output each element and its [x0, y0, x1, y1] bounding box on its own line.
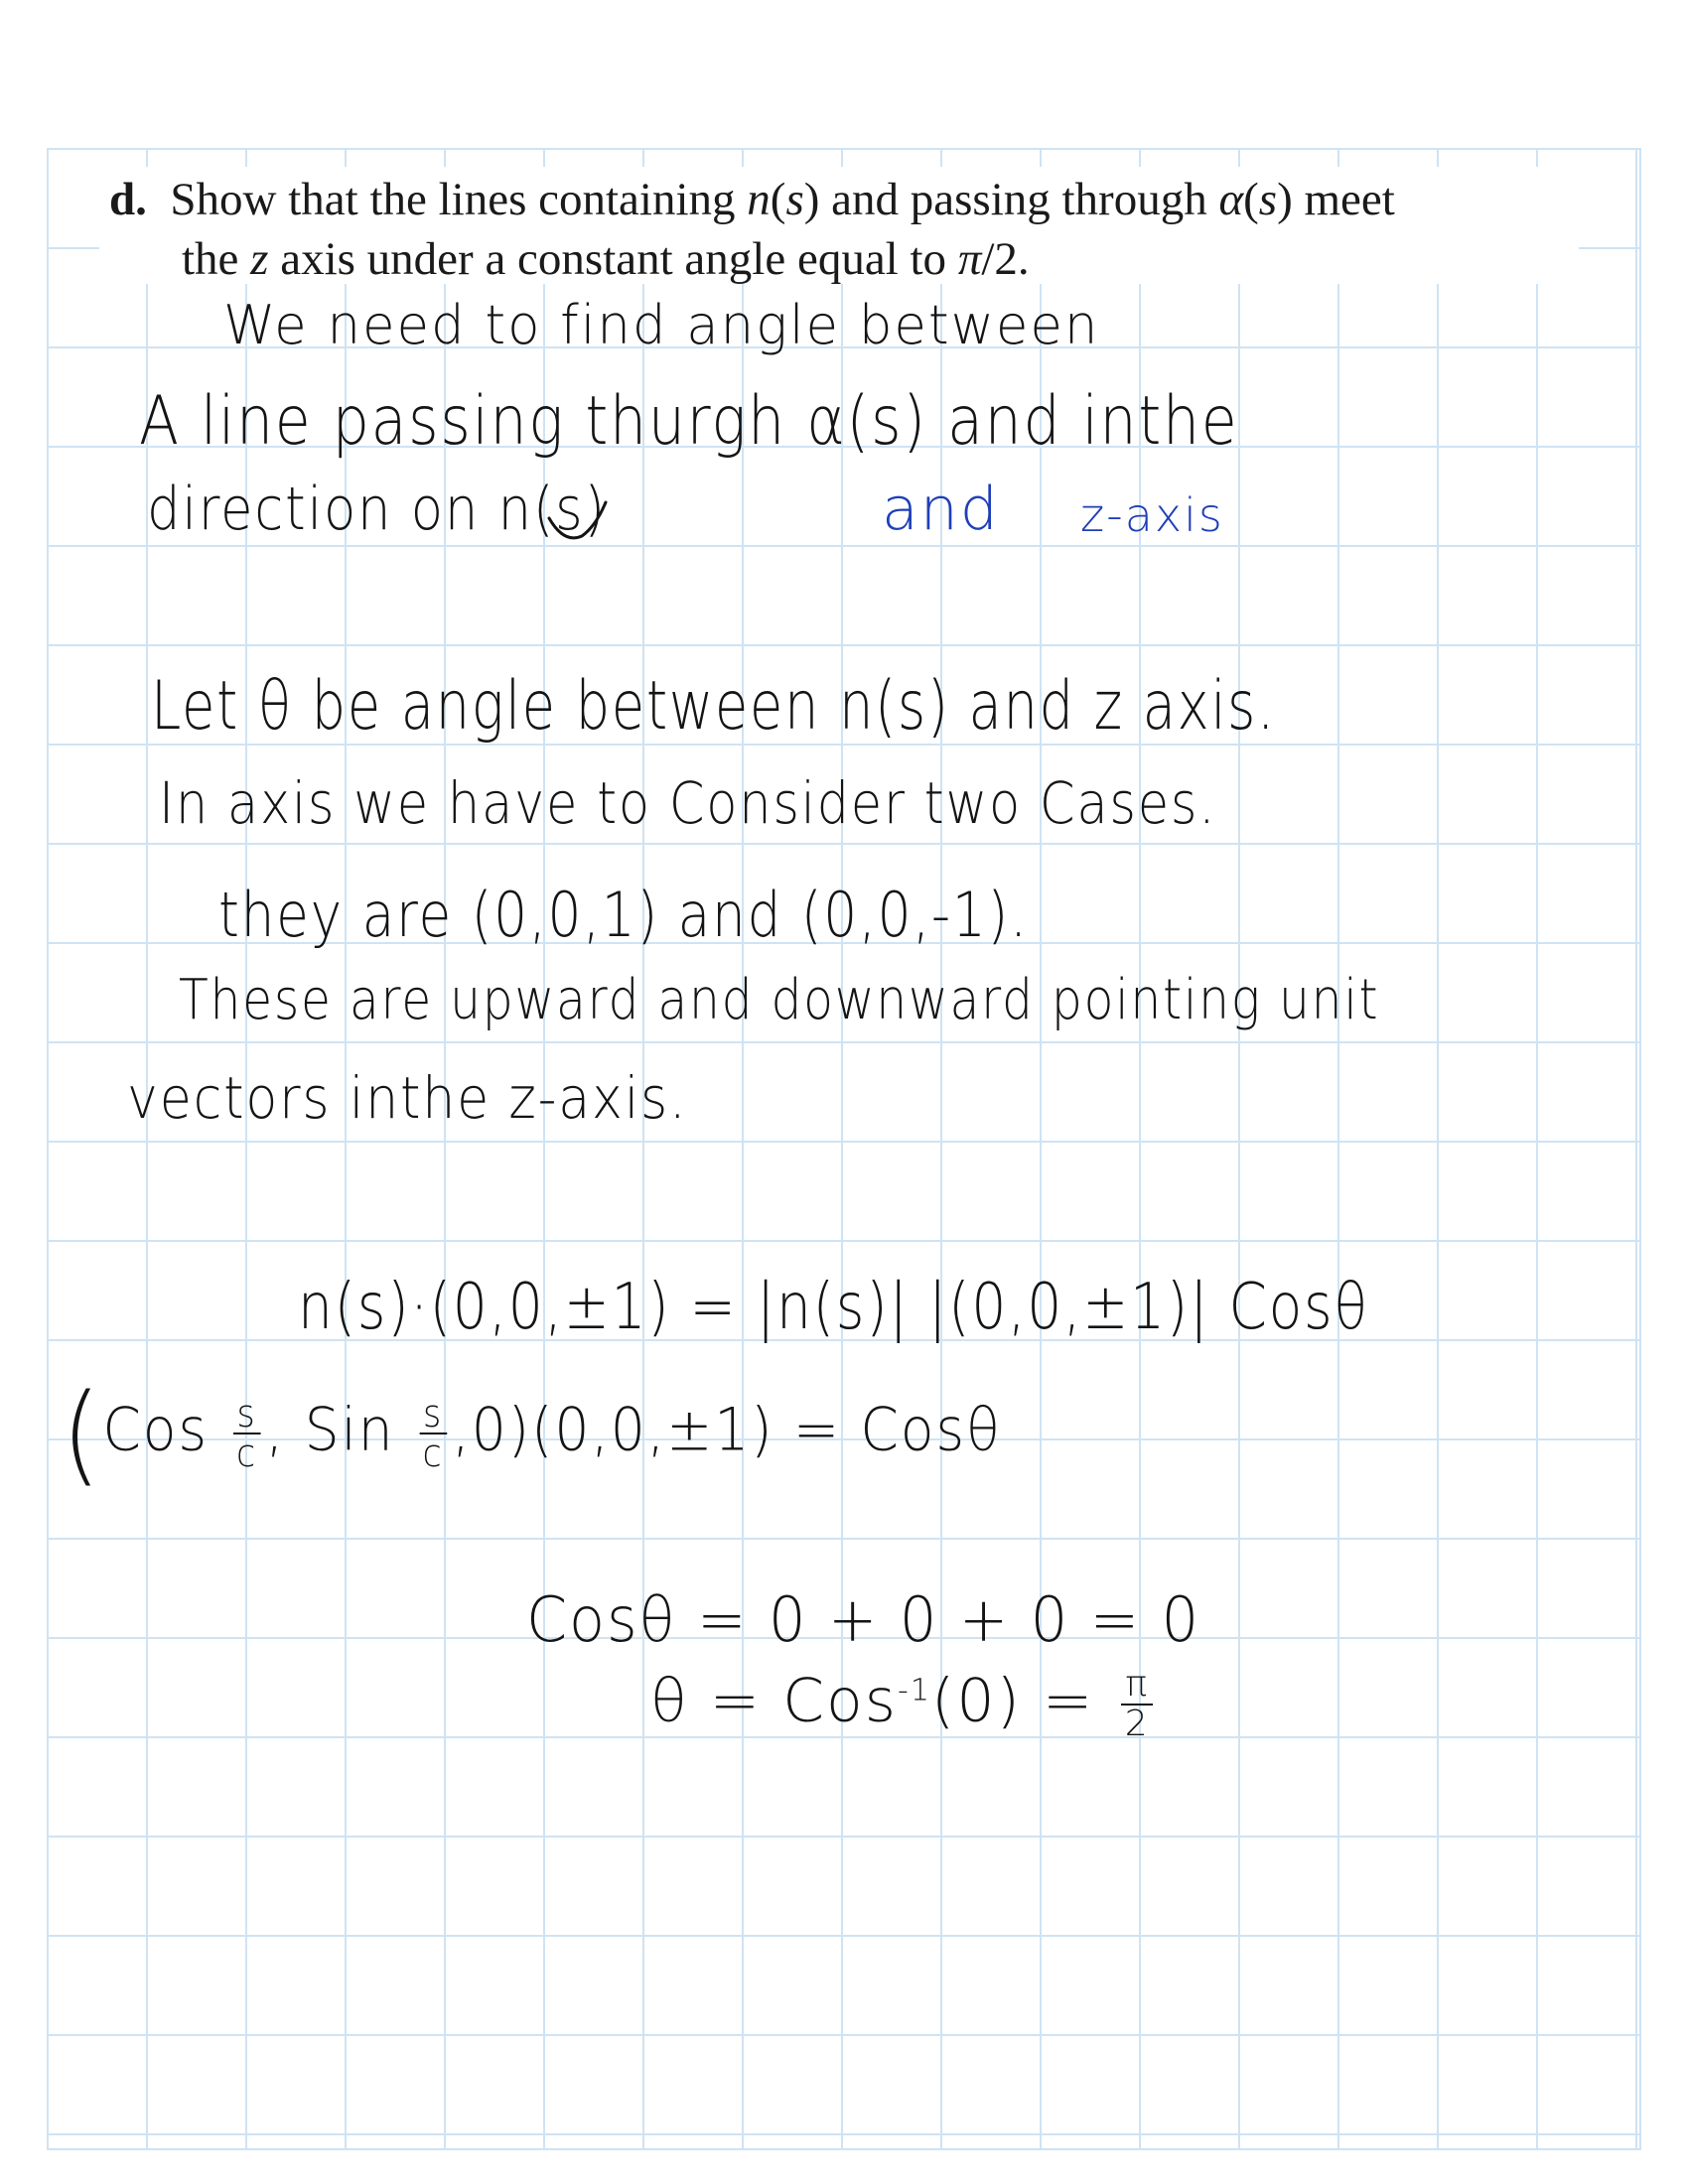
handwritten-blue-z-axis: z-axis: [1080, 488, 1224, 542]
eq4-inverse-exponent: -1: [898, 1673, 931, 1708]
equation-cos-theta-zero: Cosθ = 0 + 0 + 0 = 0: [526, 1583, 1200, 1656]
handwritten-line-8: vectors inthe z-axis.: [127, 1064, 688, 1132]
problem-text-line1: Show that the lines containing n(s) and passing through α(s) meet: [170, 174, 1395, 225]
handwritten-line-2: A line passing thurgh α(s) and inthe: [139, 382, 1239, 461]
equation-substitution: (Cos $\frac{s}{c}$ , Sin $\frac{s}{c}$ ,0)(0,0,±1) = Cosθ: [62, 1370, 1002, 1497]
handwritten-line-3: direction on n(s): [147, 475, 607, 544]
eq2-open-paren: (: [62, 1370, 103, 1497]
equation-dot-product: n(s)·(0,0,±1) = |n(s)| |(0,0,±1)| Cosθ: [298, 1271, 1369, 1344]
eq2-tail: ,0)(0,0,±1) = Cosθ: [452, 1395, 1002, 1465]
equation-theta-result: [650, 1666, 1153, 1743]
handwritten-line-1: We need to find angle between: [223, 294, 1100, 356]
handwritten-line-6: they are (0,0,1) and (0,0,-1).: [218, 879, 1029, 951]
eq4-fraction: $\frac{\pi}{2}$: [1121, 1666, 1153, 1743]
eq2-sin: Sin: [304, 1395, 395, 1465]
eq2-sin-fraction: $\frac{s}{c}$: [419, 1395, 446, 1472]
problem-statement: [109, 171, 1395, 228]
eq4-arg: (0) =: [930, 1666, 1095, 1736]
eq2-cos-fraction: $\frac{s}{c}$: [233, 1395, 260, 1472]
handwritten-stroke-mark: [544, 496, 624, 556]
handwritten-line-5: In axis we have to Consider two Cases.: [159, 769, 1217, 837]
problem-text-line2: the z axis under a constant angle equal to π/2.: [182, 233, 1030, 285]
handwritten-blue-and: and: [882, 475, 1000, 544]
handwritten-line-7: These are upward and downward pointing unit: [179, 968, 1380, 1032]
handwritten-line-4: Let θ be angle between n(s) and z axis.: [151, 667, 1276, 746]
problem-label: d.: [109, 174, 147, 225]
eq4-lhs: θ = Cos: [650, 1666, 898, 1736]
eq2-cos: Cos: [102, 1395, 209, 1465]
